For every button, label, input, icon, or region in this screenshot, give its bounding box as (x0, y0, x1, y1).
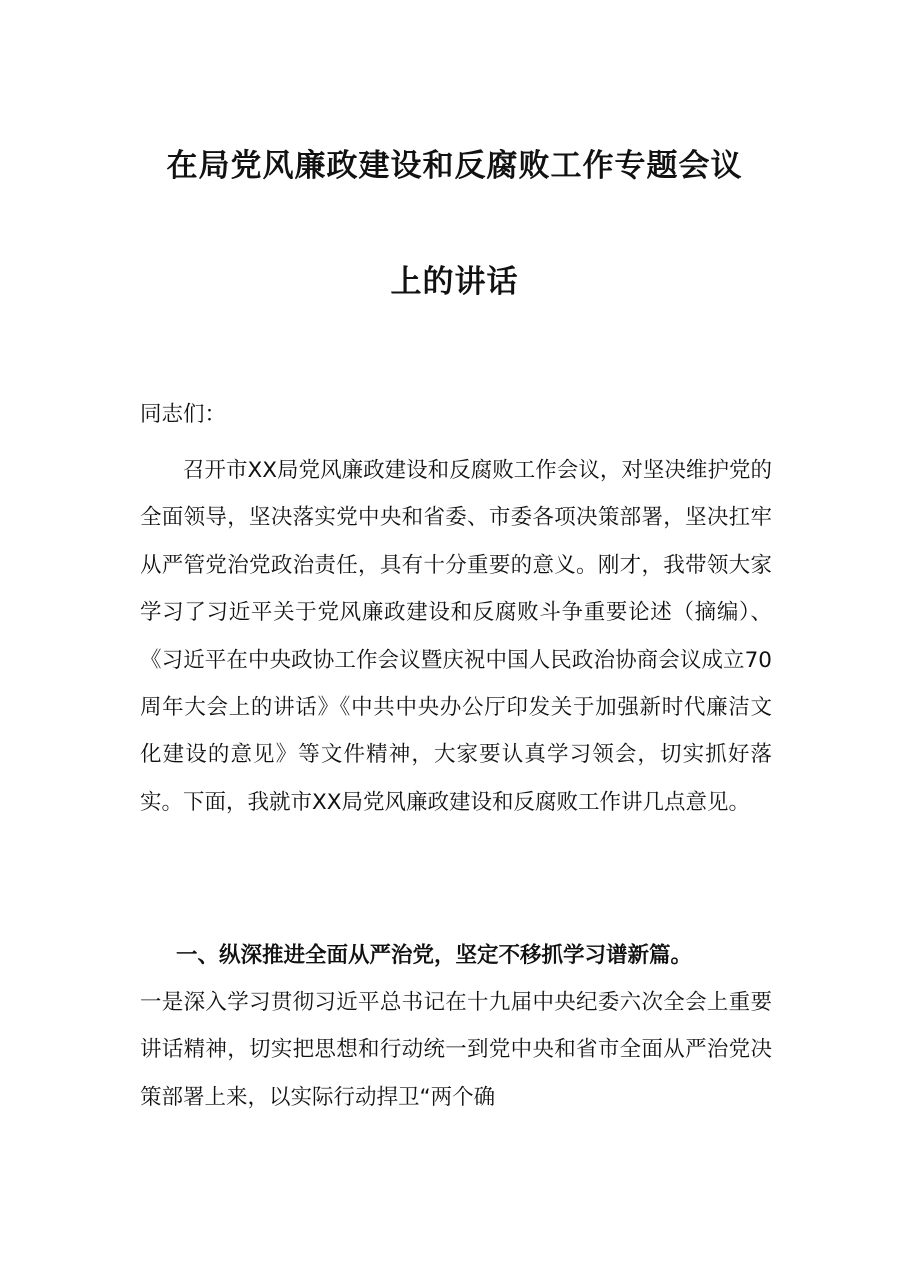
salutation: 同志们： (140, 402, 227, 427)
document-title-line-2: 上的讲话 (390, 264, 519, 300)
section-heading-1: 一、纵深推进全面从严治党，坚定不移抓学习谱新篇。 (176, 943, 693, 968)
document-title-line-1: 在局党风廉政建设和反腐败工作专题会议 (166, 148, 743, 184)
body-paragraph-1: 召开市XX局党风廉政建设和反腐败工作会议，对坚决维护党的全面领导，坚决落实党中央和省委、市委各项决策部署，坚决扛牢从严管党治党政治责任，具有十分重要的意义。刚才，我带领大家学习了习近平关于党风廉政建设和反腐败斗争重要论述（摘编）、《习近平在中央政协工作会议暨庆祝中国人民政治协商会议成立70周年大会上的讲话》《中共中央办公厅印发关于加强新时代廉洁文化建设的意见》等文件精神，大家要认真学习领会，切实抓好落实。下面，我就市XX局党风廉政建设和反腐败工作讲几点意见。 (140, 458, 772, 815)
body-paragraph-2: 一是深入学习贯彻习近平总书记在十九届中央纪委六次全会上重要讲话精神，切实把思想和行动统一到党中央和省市全面从严治党决策部署上来，以实际行动捍卫“两个确 (140, 990, 772, 1110)
